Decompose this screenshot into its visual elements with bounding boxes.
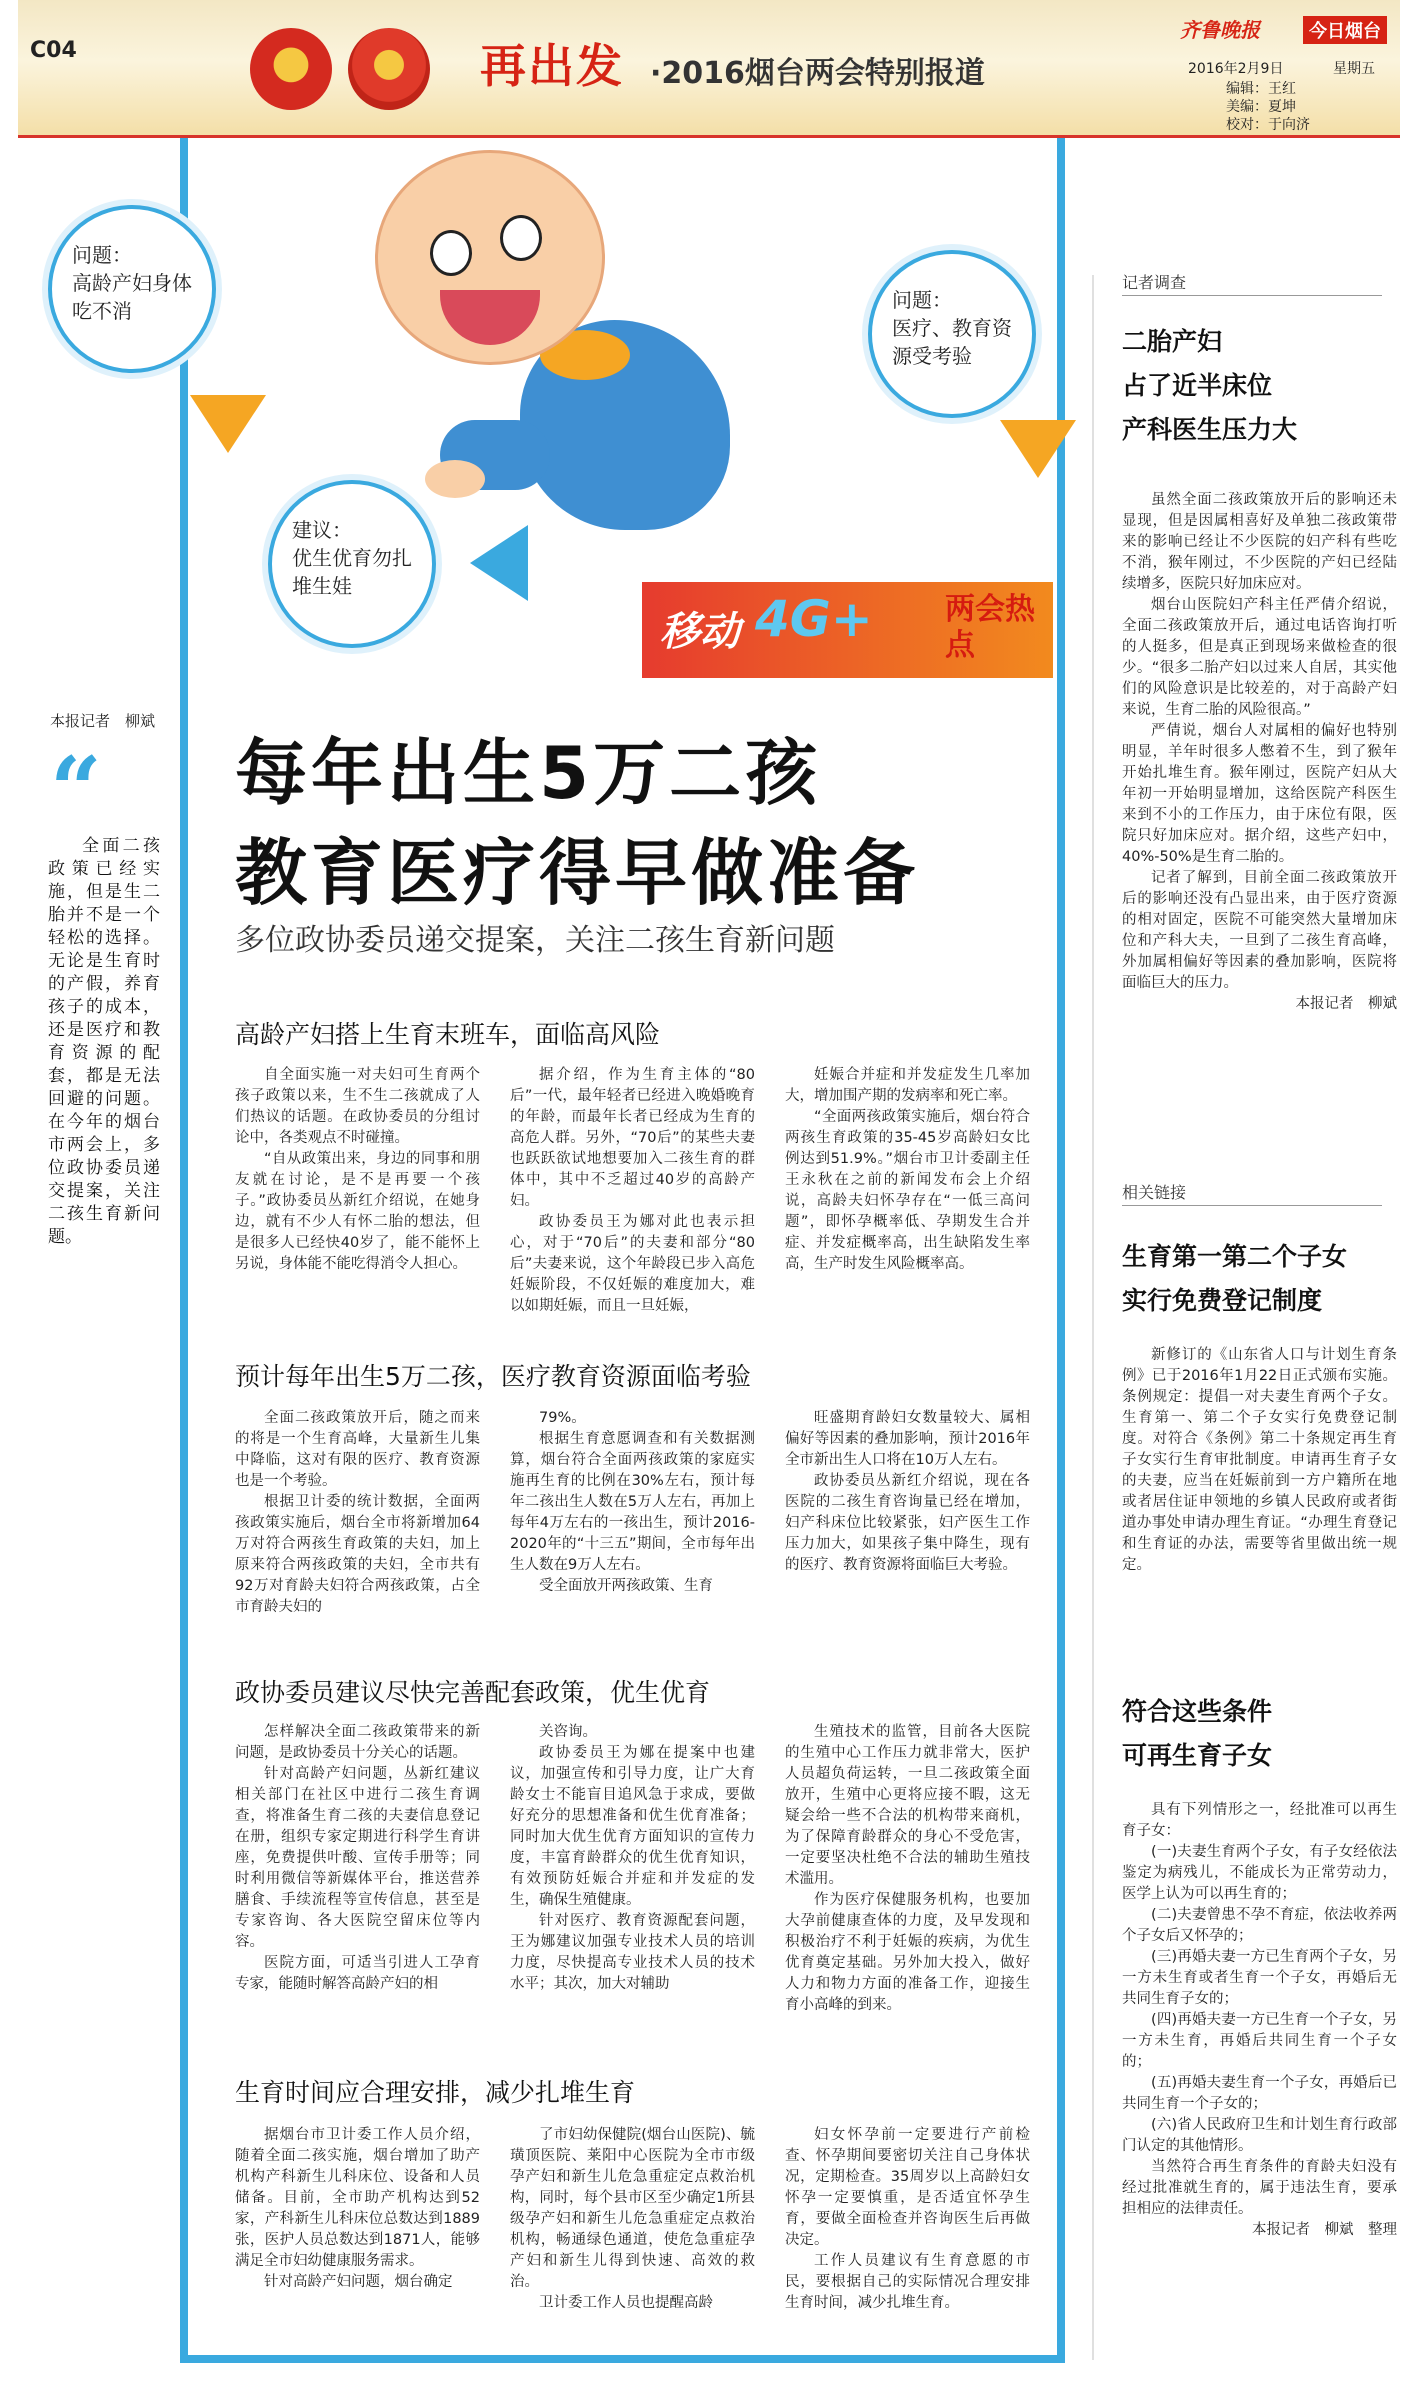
sidebar-headline [1122, 1235, 1347, 1323]
paragraph: 关咨询。 [539, 1724, 597, 1740]
baby-illustration-hand [425, 460, 485, 498]
body-column [510, 1408, 755, 1597]
body-column [510, 2125, 755, 2314]
section-heading: 政协委员建议尽快完善配套政策，优生优育 [235, 1678, 711, 1707]
paragraph: 根据卫计委的统计数据，全面两孩政策实施后，烟台全市将新增加64万对符合两孩生育政策的夫妇，加上原来符合两孩政策的夫妇，全市共有92万对育龄夫妇符合两孩政策，占全市育龄夫妇的 [235, 1494, 480, 1615]
body-column [510, 1065, 755, 1317]
sidebar-label: 记者调查 [1122, 270, 1382, 296]
promo-text-4g: 4G+ [755, 590, 873, 648]
body-column [235, 2125, 480, 2293]
body-column [235, 1065, 480, 1275]
bubble-title: 建议： [292, 518, 352, 542]
paragraph: 针对高龄产妇问题，丛新红建议相关部门在社区中进行二孩生育调查，将准备生育二孩的夫妻信息登记在册，组织专家定期进行科学生育讲座，免费提供叶酸、宣传手册等；同时利用微信等新媒体平台，推送营养膳食、手续流程等宣传信息，甚至是专家咨询、各大医院空留床位等内容。 [235, 1766, 480, 1950]
sidebar-signature: 本报记者 柳斌 [1295, 996, 1397, 1012]
issue-date: 2016年2月9日 [1188, 61, 1284, 77]
sidebar-body [1122, 490, 1397, 1015]
body-column [785, 1065, 1030, 1275]
paragraph: 烟台山医院妇产科主任严倩介绍说，全面二孩政策放开后，通过电话咨询打听的人挺多，但是真正到现场来做检查的很少。“很多二胎产妇以过来人自居，其实他们的风险意识是比较差的，对于高龄产妇来说，生育二胎的风险很高。” [1122, 597, 1397, 718]
sidebar-headline-line: 生育第一第二个子女 [1122, 1242, 1348, 1271]
sidebar-headline [1122, 1690, 1272, 1778]
paragraph: 生殖技术的监管，目前各大医院的生殖中心工作压力就非常大，医护人员超负荷运转，一旦二孩政策全面放开，生殖中心更将应接不暇，这无疑会给一些不合法的机构带来商机，为了保障育龄群众的身心不受危害，一定要坚决杜绝不合法的辅助生殖技术滥用。 [785, 1724, 1030, 1887]
paragraph: 妇女怀孕前一定要进行产前检查、怀孕期间要密切关注自己身体状况，定期检查。35周岁以上高龄妇女怀孕一定要慎重，是否适宜怀孕生育，要做全面检查并咨询医生后再做决定。 [785, 2127, 1030, 2248]
paragraph: 自全面实施一对夫妇可生育两个孩子政策以来，生不生二孩就成了人们热议的话题。在政协委员的分组讨论中，各类观点不时碰撞。 [235, 1067, 480, 1146]
sidebar-body [1122, 1800, 1397, 2241]
sidebar-text [1122, 490, 1397, 994]
sidebar-signature: 本报记者 柳斌 整理 [1252, 2222, 1397, 2238]
sidebar-headline-line: 符合这些条件 [1122, 1697, 1273, 1726]
sidebar-headline-line: 产科医生压力大 [1122, 415, 1298, 444]
paragraph: (五)再婚夫妻生育一个子女，再婚后已共同生育一个子女的； [1122, 2075, 1397, 2112]
paragraph: 卫计委工作人员也提醒高龄 [539, 2295, 713, 2311]
paragraph: 虽然全面二孩政策放开后的影响还未显现，但是因属相喜好及单独二孩政策带来的影响已经让不少医院的妇产科有些吃不消，猴年刚过，不少医院的产妇已经陆续增多，医院只好加床应对。 [1122, 492, 1397, 592]
body-column [785, 2125, 1030, 2314]
paragraph: 政协委员王为娜在提案中也建议，加强宣传和引导力度，让广大育龄女士不能盲目追风急于求成，要做好充分的思想准备和优生优育准备；同时加大优生优育方面知识的宣传力度，丰富育龄群众的优生优育知识，有效预防妊娠合并症和并发症的发生，确保生殖健康。 [510, 1745, 755, 1908]
arrow-down-icon [190, 395, 266, 453]
paragraph: 妊娠合并症和并发症发生几率加大，增加围产期的发病率和死亡率。 [785, 1067, 1030, 1104]
paragraph: 针对高龄产妇问题，烟台确定 [264, 2274, 453, 2290]
column-divider [1092, 275, 1094, 2360]
section-title: 再出发 [480, 39, 624, 93]
section-subtitle: ·2016烟台两会特别报道 [650, 56, 985, 91]
paragraph: 全面二孩政策放开后，随之而来的将是一个生育高峰，大量新生儿集中降临，这对有限的医疗、教育资源也是一个考验。 [235, 1410, 480, 1489]
paragraph: (一)夫妻生育两个子女，有子女经依法鉴定为病残儿，不能成长为正常劳动力，医学上认为可以再生育的； [1122, 1844, 1397, 1902]
promo-text-hot: 两会热点 [945, 592, 1035, 663]
paragraph: 政协委员王为娜对此也表示担心，对于“70后”的夫妻和部分“80后”夫妻来说，这个年龄段已步入高危妊娠阶段，不仅妊娠的难度加大，难以如期妊娠，而且一旦妊娠， [510, 1214, 755, 1314]
body-column [785, 1722, 1030, 2016]
promo-text-mobile: 移动 [660, 609, 740, 655]
article-intro: 全面二孩政策已经实施，但是生二胎并不是一个轻松的选择。无论是生育时的产假，养育孩子的成本，还是医疗和教育资源的配套，都是无法回避的问题。在今年的烟台市两会上，多位政协委员递交提案，关注二孩生育新问题。 [48, 836, 160, 1247]
paragraph: 怎样解决全面二孩政策带来的新问题，是政协委员十分关心的话题。 [235, 1724, 480, 1761]
sidebar-headline [1122, 320, 1297, 452]
paragraph: “自从政策出来，身边的同事和朋友就在讨论，是不是再要一个孩子。”政协委员丛新红介绍说，在她身边，就有不少人有怀二胎的想法，但是很多人已经快40岁了，能不能怀上另说，身体能不能吃得消令人担心。 [235, 1151, 480, 1272]
baby-eye-icon [430, 230, 472, 276]
paragraph: 工作人员建议有生育意愿的市民，要根据自己的实际情况合理安排生育时间，减少扎堆生育。 [785, 2253, 1030, 2311]
paragraph: 根据生育意愿调查和有关数据测算，烟台符合全面两孩政策的家庭实施再生育的比例在30%左右，预计每年二孩出生人数在5万人左右，再加上每年4万左右的一孩出生，预计2016-2020年的“十三五”期间，全市每年出生人数在9万人左右。 [510, 1431, 755, 1573]
paragraph: 针对医疗、教育资源配套问题，王为娜建议加强专业技术人员的培训力度，尽快提高专业技术人员的技术水平；其次，加大对辅助 [510, 1913, 755, 1992]
headline-line-2: 教育医疗得早做准备 [235, 831, 920, 915]
bubble-text: 医疗、教育资源受考验 [892, 316, 1012, 368]
arrow-down-icon [1000, 420, 1076, 478]
page-number: C04 [30, 38, 77, 63]
paragraph: 旺盛期育龄妇女数量较大、属相偏好等因素的叠加影响，预计2016年全市新出生人口将在10万人左右。 [785, 1410, 1030, 1468]
national-emblem-icon [250, 28, 332, 110]
headline-line-1: 每年出生5万二孩 [235, 731, 822, 815]
paragraph: 具有下列情形之一，经批准可以再生育子女： [1122, 1802, 1397, 1839]
paragraph: 当然符合再生育条件的育龄夫妇没有经过批准就生育的，属于违法生育，要承担相应的法律责任。 [1122, 2159, 1397, 2217]
body-column [510, 1722, 755, 1995]
section-heading: 预计每年出生5万二孩，医疗教育资源面临考验 [235, 1362, 751, 1391]
paragraph: 医院方面，可适当引进人工孕育专家，能随时解答高龄产妇的相 [235, 1955, 480, 1992]
sidebar-label: 相关链接 [1122, 1180, 1382, 1206]
newspaper-logo: 齐鲁晚报 [1180, 18, 1260, 42]
bubble-title: 问题： [72, 243, 132, 267]
bubble-text: 高龄产妇身体吃不消 [72, 271, 192, 323]
issue-weekday: 星期五 [1333, 61, 1375, 77]
paragraph: (三)再婚夫妻一方已生育两个子女，另一方未生育或者生育一个子女，再婚后无共同生育子女的； [1122, 1949, 1397, 2007]
cppcc-emblem-icon [348, 28, 430, 110]
bubble-title: 问题： [892, 288, 952, 312]
paragraph: 据烟台市卫计委工作人员介绍，随着全面二孩实施，烟台增加了助产机构产科新生儿科床位、设备和人员储备。目前，全市助产机构达到52家，产科新生儿科床位总数达到1889张，医护人员总数达到1871人，能够满足全市妇幼健康服务需求。 [235, 2127, 480, 2269]
body-column [785, 1408, 1030, 1576]
paragraph: 政协委员丛新红介绍说，现在各医院的二孩生育咨询量已经在增加，妇产科床位比较紧张，妇产医生工作压力加大，如果孩子集中降生，现有的医疗、教育资源将面临巨大考验。 [785, 1473, 1030, 1573]
quote-icon: “ [50, 737, 102, 843]
page-header [18, 0, 1400, 138]
paragraph: (六)省人民政府卫生和计划生育行政部门认定的其他情形。 [1122, 2117, 1397, 2154]
paragraph: (二)夫妻曾患不孕不育症，依法收养两个子女后又怀孕的； [1122, 1907, 1397, 1944]
paragraph: 新修订的《山东省人口与计划生育条例》已于2016年1月22日正式颁布实施。条例规定：提倡一对夫妻生育两个子女。生育第一、第二个子女实行免费登记制度。对符合《条例》第二十条规定再生育子女实行生育审批制度。申请再生育子女的夫妻，应当在妊娠前到一方户籍所在地或者居住证申领地的乡镇人民政府或者街道办事处申请办理生育证。“办理生育登记和生育证的办法，需要等省里做出统一规定。 [1122, 1347, 1397, 1573]
edition-badge: 今日烟台 [1303, 16, 1387, 44]
sidebar-body [1122, 1345, 1397, 1576]
arrow-left-icon [470, 525, 528, 601]
editor-credit: 编辑：王红 [1226, 81, 1296, 97]
paragraph: “全面两孩政策实施后，烟台符合两孩生育政策的35-45岁高龄妇女比例达到51.9%。”烟台市卫计委副主任王永秋在之前的新闻发布会上介绍说，高龄夫妇怀孕存在“一低三高问题”，即怀孕概率低、孕期发生合并症、并发症概率高，出生缺陷发生率高，生产时发生风险概率高。 [785, 1109, 1030, 1272]
paragraph: 作为医疗保健服务机构，也要加大孕前健康查体的力度，及早发现和积极治疗不利于妊娠的疾病，为优生优育奠定基础。另外加大投入，做好人力和物力方面的准备工作，迎接生育小高峰的到来。 [785, 1892, 1030, 2013]
paragraph: 受全面放开两孩政策、生育 [539, 1578, 713, 1594]
body-column [235, 1408, 480, 1618]
designer-credit: 美编：夏坤 [1226, 99, 1296, 115]
sidebar-headline-line: 占了近半床位 [1122, 371, 1273, 400]
article-byline: 本报记者 柳斌 [50, 712, 156, 730]
section-heading: 生育时间应合理安排，减少扎堆生育 [235, 2078, 636, 2107]
sidebar-headline-line: 可再生育子女 [1122, 1741, 1273, 1770]
sub-headline: 多位政协委员递交提案，关注二孩生育新问题 [235, 923, 835, 958]
sidebar-headline-line: 实行免费登记制度 [1122, 1286, 1323, 1315]
paragraph: 据介绍，作为生育主体的“80后”一代，最年轻者已经进入晚婚晚育的年龄，而最年长者已经成为生育的高危人群。另外，“70后”的某些夫妻也跃跃欲试地想要加入二孩生育的群体中，其中不乏超过40岁的高龄产妇。 [510, 1067, 755, 1209]
paragraph: 严倩说，烟台人对属相的偏好也特别明显，羊年时很多人憋着不生，到了猴年开始扎堆生育。猴年刚过，医院产妇从大年初一开始明显增加，这给医院产科医生来到不小的工作压力，由于床位有限，医院只好加床应对。据介绍，这些产妇中，40%-50%是生育二胎的。 [1122, 723, 1397, 865]
sidebar-text [1122, 1800, 1397, 2220]
bubble-problem-2 [868, 250, 1036, 418]
paragraph: 79%。 [539, 1410, 586, 1426]
bubble-problem-1 [48, 205, 216, 373]
bubble-suggestion [268, 480, 436, 648]
body-column [235, 1722, 480, 1995]
bubble-text: 优生优育勿扎堆生娃 [292, 546, 412, 598]
sidebar-headline-line: 二胎产妇 [1122, 327, 1223, 356]
baby-eye-icon [500, 215, 542, 261]
proofreader-credit: 校对：于向济 [1226, 117, 1310, 133]
section-heading: 高龄产妇搭上生育末班车，面临高风险 [235, 1020, 661, 1049]
paragraph: (四)再婚夫妻一方已生育一个子女，另一方未生育，再婚后共同生育一个子女的； [1122, 2012, 1397, 2070]
paragraph: 记者了解到，目前全面二孩政策放开后的影响还没有凸显出来，由于医疗资源的相对固定，医院不可能突然大量增加床位和产科大夫，一旦到了二孩生育高峰，外加属相偏好等因素的叠加影响，医院将面临巨大的压力。 [1122, 870, 1397, 991]
paragraph: 了市妇幼保健院(烟台山医院)、毓璜顶医院、莱阳中心医院为全市市级孕产妇和新生儿危急重症定点救治机构，同时，每个县市区至少确定1所县级孕产妇和新生儿危急重症定点救治机构，畅通绿色通道，使危急重症孕产妇和新生儿得到快速、高效的救治。 [510, 2127, 755, 2290]
